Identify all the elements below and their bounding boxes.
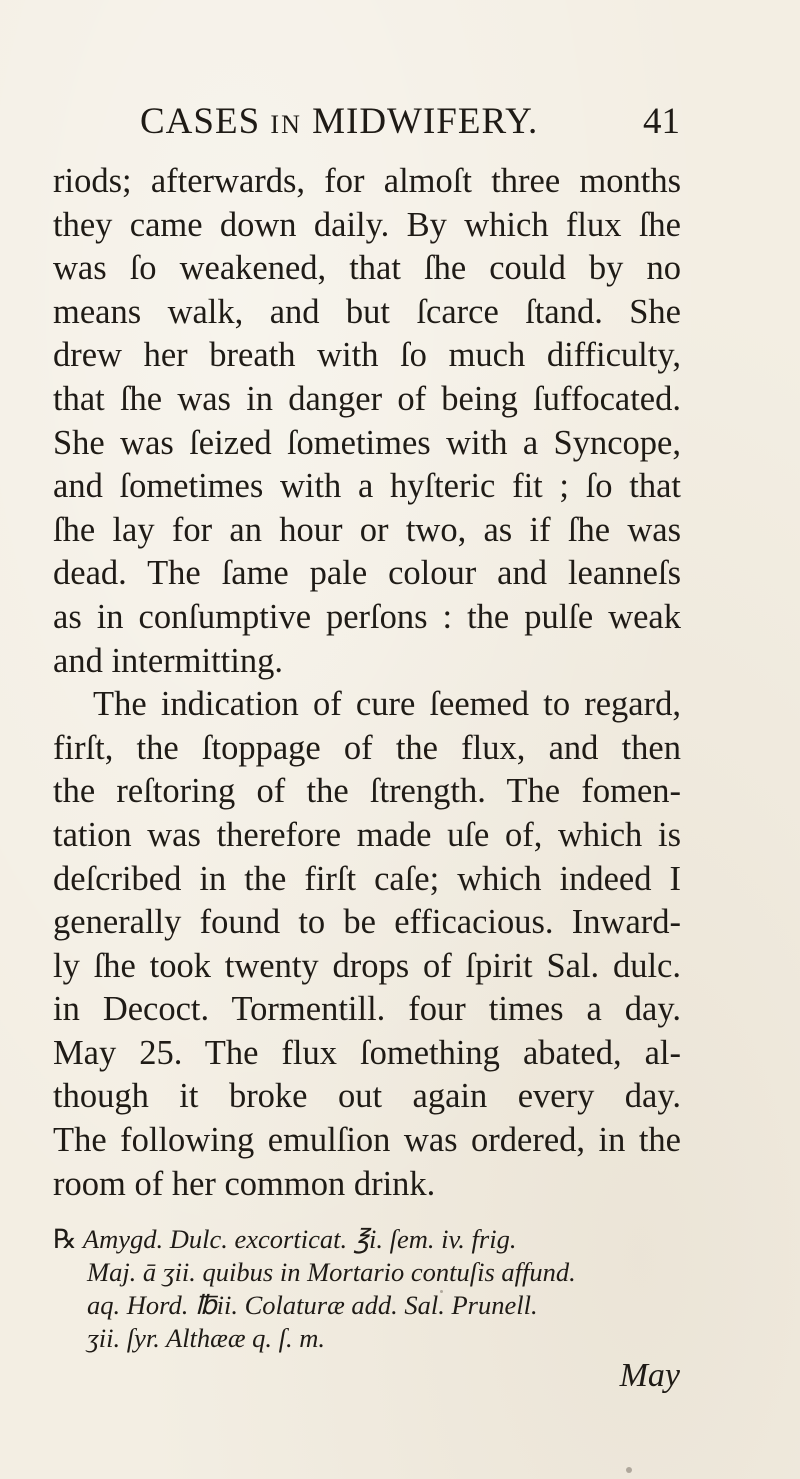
running-head-part-2: MIDWIFERY. — [301, 101, 539, 142]
text-line: ſhe lay for an hour or two, as if ſhe was — [53, 510, 681, 549]
text-line: that ſhe was in danger of being ſuffocated. — [53, 379, 681, 418]
text-line: and intermitting. — [53, 641, 283, 680]
text-line: The following emulſion was ordered, in the — [53, 1121, 681, 1160]
text-line: the reſtoring of the ſtrength. The fomen- — [53, 772, 681, 811]
running-head — [140, 100, 538, 143]
text-line: ly ſhe took twenty drops of ſpirit Sal. dulc. — [53, 946, 681, 985]
paragraph-first-line: The indication of cure ſeemed to regard, — [93, 685, 681, 724]
running-head-part-1: CASES — [140, 101, 271, 142]
rx-symbol: ℞ — [53, 1224, 77, 1254]
prescription-line: aq. Hord. ℔ii. Colaturæ add. Sal. Prunell. — [87, 1290, 538, 1320]
running-head-small-caps: IN — [270, 110, 302, 139]
text-line: riods; afterwards, for almoſt three months — [53, 162, 681, 200]
body-text — [53, 160, 681, 1206]
text-line: May 25. The flux ſomething abated, al- — [53, 1033, 681, 1072]
page-header — [140, 100, 680, 150]
text-line: though it broke out again every day. — [53, 1077, 681, 1116]
text-line: She was ſeized ſometimes with a Syncope, — [53, 423, 681, 462]
text-line: in Decoct. Tormentill. four times a day. — [53, 990, 681, 1029]
text-line: they came down daily. By which flux ſhe — [53, 205, 681, 244]
paper-speck — [440, 1290, 443, 1293]
text-line: deſcribed in the firſt caſe; which indeed I — [53, 859, 681, 898]
page-number: 41 — [643, 101, 680, 142]
text-line: was ſo weakened, that ſhe could by no — [53, 249, 681, 288]
prescription-block — [53, 1223, 681, 1355]
text-line: tation was therefore made uſe of, which is — [53, 815, 681, 854]
paper-speck — [626, 1467, 632, 1473]
text-line: drew her breath with ſo much difficulty, — [53, 336, 681, 375]
text-line: firſt, the ſtoppage of the flux, and then — [53, 728, 681, 767]
prescription-line — [53, 1223, 681, 1256]
catchword: May — [619, 1357, 680, 1394]
prescription-text: Amygd. Dulc. excorticat. ℥i. ſem. iv. frig. — [82, 1224, 517, 1254]
text-line: room of her common drink. — [53, 1164, 436, 1203]
text-line: dead. The ſame pale colour and leanneſs — [53, 554, 681, 593]
prescription-line: ʒii. ſyr. Althææ q. ſ. m. — [87, 1323, 326, 1353]
text-line: and ſometimes with a hyſteric fit ; ſo that — [53, 467, 681, 506]
prescription-line: Maj. ā ʒii. quibus in Mortario contuſis affund. — [87, 1257, 576, 1287]
text-line: as in conſumptive perſons : the pulſe weak — [53, 597, 681, 636]
text-line: means walk, and but ſcarce ſtand. She — [53, 292, 681, 331]
text-line: generally found to be efficacious. Inward- — [53, 903, 681, 942]
